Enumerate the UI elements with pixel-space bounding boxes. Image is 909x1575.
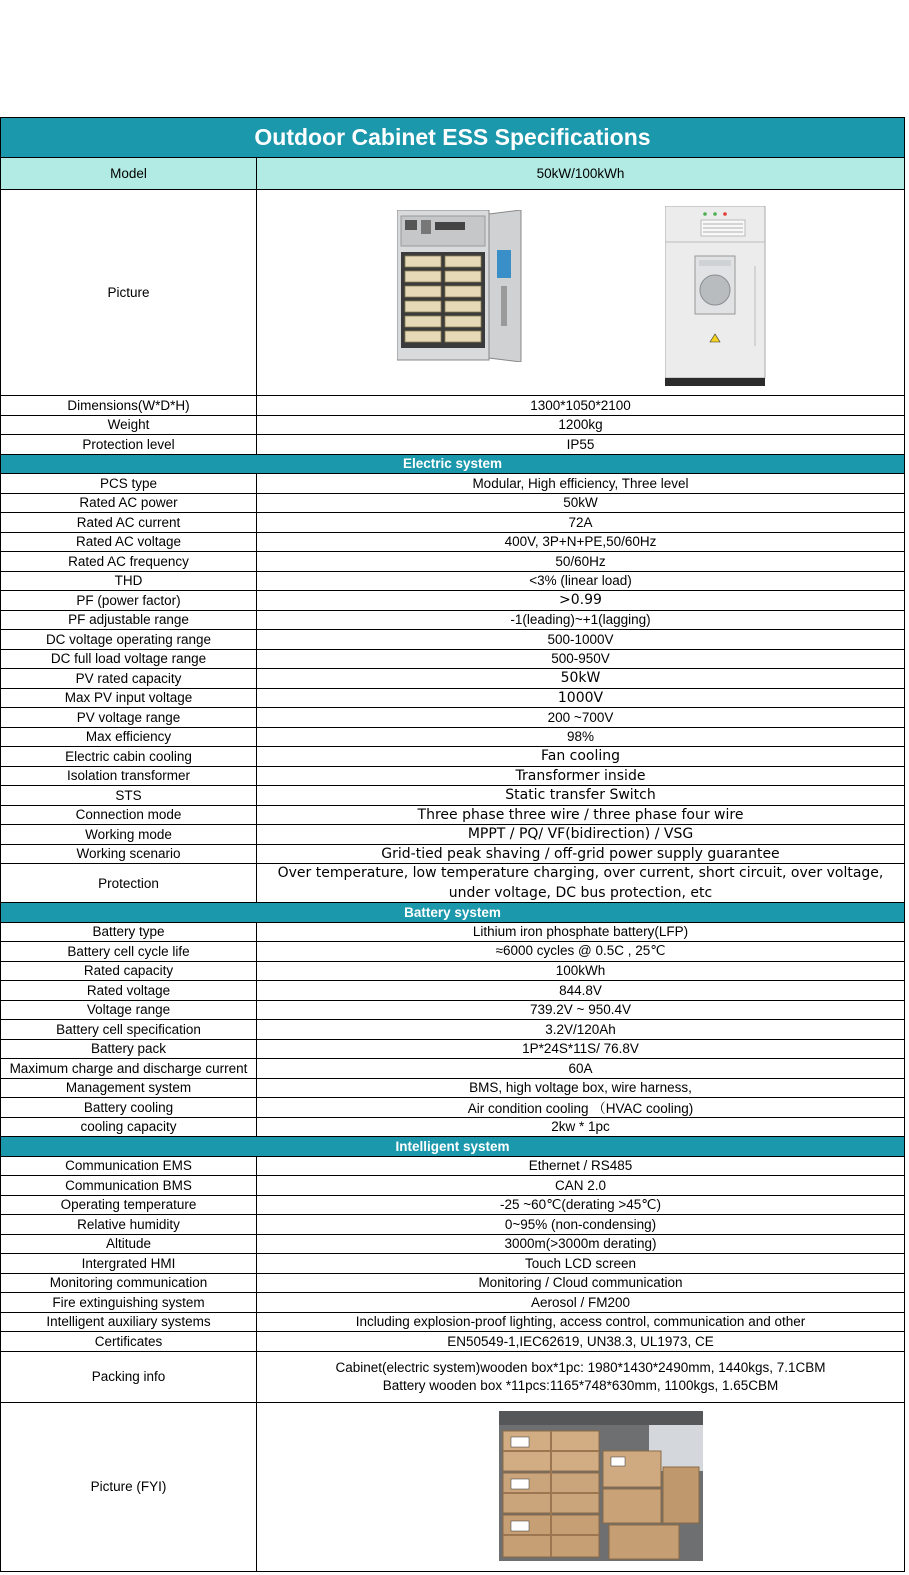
spec-label: Max PV input voltage: [1, 689, 257, 708]
spec-value: Modular, High efficiency, Three level: [472, 475, 689, 491]
spec-label: Battery pack: [1, 1040, 257, 1059]
model-value: 50kW/100kWh: [257, 158, 904, 189]
spec-value: Aerosol / FM200: [530, 1294, 631, 1310]
spec-value: 50kW: [563, 495, 598, 511]
spec-label: Management system: [1, 1079, 257, 1098]
spec-label: DC full load voltage range: [1, 650, 257, 669]
spec-label: Intergrated HMI: [1, 1254, 257, 1273]
spec-value: -1(leading)~+1(lagging): [510, 612, 651, 628]
packing-value: [257, 1352, 904, 1402]
spec-label: Rated voltage: [1, 981, 257, 1000]
spec-value: 100kWh: [555, 963, 606, 979]
spec-value: 739.2V ~ 950.4V: [530, 1002, 631, 1018]
spec-value: 1200kg: [558, 417, 603, 433]
spec-label: Voltage range: [1, 1001, 257, 1020]
spec-label: PCS type: [1, 474, 257, 493]
spec-value: 50kW: [560, 670, 601, 687]
spec-label: Isolation transformer: [1, 767, 257, 786]
spec-value: 98%: [566, 729, 595, 745]
spec-value: Ethernet / RS485: [528, 1158, 633, 1174]
picture-row: [0, 190, 905, 396]
spec-value: 2kw * 1pc: [551, 1119, 610, 1135]
spec-value: 0~95% (non-condensing): [504, 1216, 657, 1232]
spec-label: Communication BMS: [1, 1176, 257, 1195]
picture-cell: [257, 190, 904, 395]
spec-label: Certificates: [1, 1332, 257, 1351]
spec-value: 500-1000V: [547, 631, 614, 647]
spec-label: Max efficiency: [1, 728, 257, 747]
spec-label: Electric cabin cooling: [1, 747, 257, 766]
packing-line-2: Battery wooden box *11pcs:1165*748*630mm, 1100kgs, 1.65CBM: [382, 1377, 779, 1393]
spec-label: Packing info: [1, 1352, 257, 1402]
model-label: Model: [1, 158, 257, 189]
spec-value: EN50549-1,IEC62619, UN38.3, UL1973, CE: [447, 1333, 714, 1349]
spec-value: Over temperature, low temperature charging, over current, short circuit, over voltage, under voltage, DC bus protection, etc: [277, 865, 884, 901]
spec-value: 60A: [568, 1060, 593, 1076]
spec-value: ≈6000 cycles @ 0.5C , 25℃: [495, 943, 666, 959]
spec-value: Transformer inside: [515, 767, 646, 784]
spec-label: PF adjustable range: [1, 611, 257, 630]
spec-label: Rated AC power: [1, 494, 257, 513]
spec-label: Battery cell specification: [1, 1020, 257, 1039]
spec-label: Battery cell cycle life: [1, 942, 257, 961]
spec-label: THD: [1, 572, 257, 591]
spec-value: Three phase three wire / three phase four wire: [417, 806, 744, 823]
packing-line-1: Cabinet(electric system)wooden box*1pc: 1980*1430*2490mm, 1440kgs, 7.1CBM: [335, 1359, 826, 1375]
spec-label: Relative humidity: [1, 1215, 257, 1234]
spec-label: Rated AC current: [1, 513, 257, 532]
spec-row: [0, 435, 905, 455]
spec-row: [0, 396, 905, 416]
spec-table: [0, 117, 905, 1572]
spec-value: Static transfer Switch: [505, 787, 656, 804]
spec-label: Weight: [1, 416, 257, 435]
spec-value: -25 ~60℃(derating >45℃): [500, 1196, 661, 1212]
spec-value: 1000V: [557, 689, 604, 706]
picture-fyi-cell: [257, 1403, 904, 1571]
spec-value: BMS, high voltage box, wire harness,: [469, 1080, 692, 1096]
spec-value: Monitoring / Cloud communication: [478, 1275, 683, 1291]
spec-label: DC voltage operating range: [1, 630, 257, 649]
spec-label: PV rated capacity: [1, 669, 257, 688]
table-title: Outdoor Cabinet ESS Specifications: [0, 117, 905, 158]
picture-fyi-row: [0, 1403, 905, 1572]
spec-label: Connection mode: [1, 806, 257, 825]
spec-value: <3% (linear load): [529, 573, 632, 589]
spec-label: Intelligent auxiliary systems: [1, 1313, 257, 1332]
spec-value: 400V, 3P+N+PE,50/60Hz: [504, 534, 657, 550]
spec-label: Protection: [1, 864, 257, 902]
section-header-intelligent: Intelligent system: [0, 1137, 905, 1157]
spec-value: IP55: [566, 436, 595, 452]
spec-label: Rated capacity: [1, 962, 257, 981]
spec-value: Fan cooling: [540, 748, 621, 765]
spec-label: Fire extinguishing system: [1, 1293, 257, 1312]
model-row: [0, 158, 905, 190]
spec-value: 72A: [568, 514, 593, 530]
spec-row: [0, 416, 905, 436]
spec-label: STS: [1, 786, 257, 805]
spec-value: 200 ~700V: [547, 709, 614, 725]
spec-value: MPPT / PQ/ VF(bidirection) / VSG: [467, 826, 694, 843]
closed-cabinet-image: [665, 206, 767, 386]
wooden-crates-image: [499, 1411, 703, 1561]
section-header-electric: Electric system: [0, 455, 905, 475]
spec-label: PF (power factor): [1, 591, 257, 610]
spec-label: Working scenario: [1, 845, 257, 864]
spec-label: Dimensions(W*D*H): [1, 396, 257, 415]
spec-value: 844.8V: [559, 982, 602, 998]
spec-label: Protection level: [1, 435, 257, 454]
section-header-battery: Battery system: [0, 903, 905, 923]
picture-fyi-label: Picture (FYI): [1, 1403, 257, 1571]
spec-value: 3000m(>3000m derating): [504, 1236, 657, 1252]
spec-value: 500-950V: [551, 651, 610, 667]
protection-row: [0, 864, 905, 903]
spec-value: Air condition cooling （HVAC cooling): [467, 1101, 694, 1117]
spec-value: Lithium iron phosphate battery(LFP): [472, 924, 689, 940]
spec-value: Touch LCD screen: [524, 1255, 637, 1271]
spec-value: 50/60Hz: [555, 553, 606, 569]
spec-value: Including explosion-proof lighting, access control, communication and other: [355, 1314, 806, 1330]
spec-label: cooling capacity: [1, 1118, 257, 1137]
spec-value: CAN 2.0: [554, 1177, 607, 1193]
spec-label: Rated AC frequency: [1, 552, 257, 571]
spec-value: >0.99: [559, 592, 602, 609]
spec-label: PV voltage range: [1, 708, 257, 727]
spec-label: Battery type: [1, 923, 257, 942]
spec-label: Working mode: [1, 825, 257, 844]
spec-label: Battery cooling: [1, 1098, 257, 1117]
packing-row: [0, 1352, 905, 1403]
picture-label: Picture: [1, 190, 257, 395]
open-cabinet-image: [397, 210, 522, 362]
spec-label: Altitude: [1, 1235, 257, 1254]
spec-value: 1P*24S*11S/ 76.8V: [522, 1041, 639, 1057]
spec-label: Operating temperature: [1, 1196, 257, 1215]
spec-label: Monitoring communication: [1, 1274, 257, 1293]
spec-value: 3.2V/120Ah: [545, 1021, 616, 1037]
spec-label: Rated AC voltage: [1, 533, 257, 552]
spec-label: Communication EMS: [1, 1157, 257, 1176]
spec-label: Maximum charge and discharge current: [1, 1059, 257, 1078]
spec-value: Grid-tied peak shaving / off-grid power supply guarantee: [381, 845, 780, 862]
spec-value: 1300*1050*2100: [530, 397, 631, 413]
